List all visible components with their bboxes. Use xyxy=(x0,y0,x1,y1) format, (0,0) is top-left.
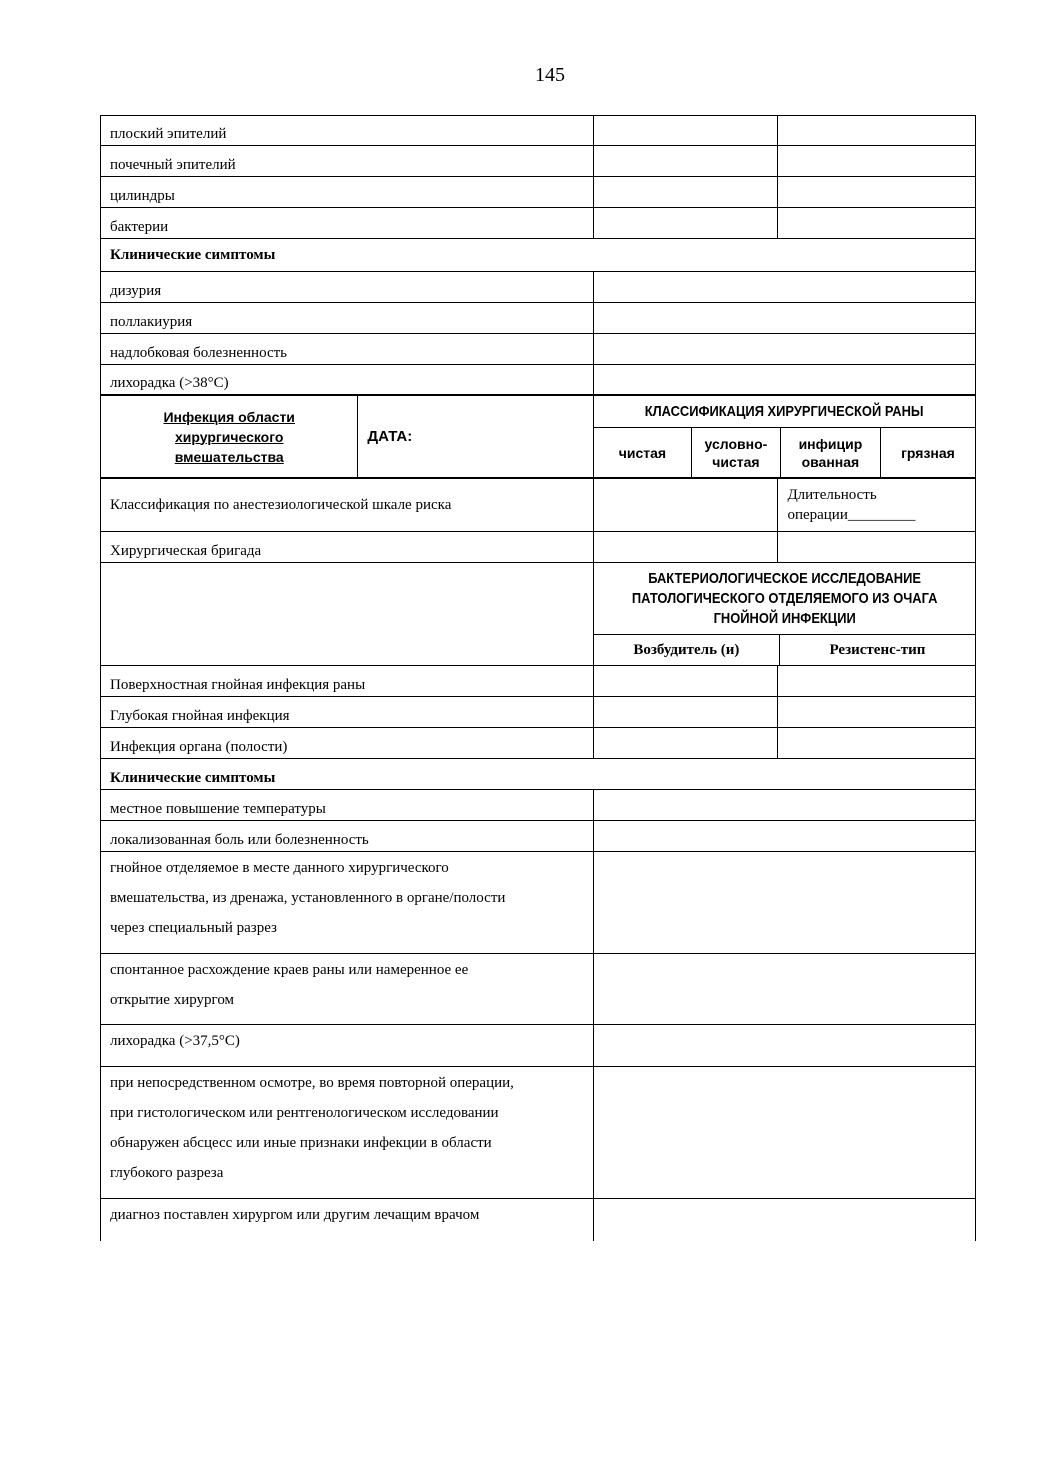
value-cell[interactable] xyxy=(777,666,975,696)
table-row xyxy=(100,821,976,852)
section-header: Клинические симптомы xyxy=(110,247,276,263)
bacteriology-columns xyxy=(594,635,975,665)
value-cell[interactable] xyxy=(777,208,975,238)
row-label-line: глубокого разреза xyxy=(110,1165,224,1181)
value-cell[interactable] xyxy=(593,334,975,364)
wound-class-label: чистая xyxy=(712,453,760,470)
table-row xyxy=(100,303,976,334)
value-cell[interactable] xyxy=(593,852,975,953)
row-label: местное повышение температуры xyxy=(110,801,326,817)
duration-cell[interactable] xyxy=(777,479,975,531)
surveillance-form xyxy=(100,115,976,1241)
wound-class-row xyxy=(594,428,975,477)
table-row xyxy=(100,1025,976,1067)
value-cell[interactable] xyxy=(593,272,975,302)
row-label: надлобковая болезненность xyxy=(110,345,288,361)
date-label: ДАТА: xyxy=(357,396,592,477)
ssi-title-line: хирургического xyxy=(174,428,284,445)
table-row xyxy=(100,334,976,365)
value-cell[interactable] xyxy=(593,821,975,851)
row-label: Инфекция органа (полости) xyxy=(110,739,288,755)
row-label: цилиндры xyxy=(110,188,175,204)
row-label-line: вмешательства, из дренажа, установленного в органе/полости xyxy=(110,890,506,906)
value-cell[interactable] xyxy=(777,532,975,562)
value-cell[interactable] xyxy=(593,697,778,727)
row-label-line: обнаружен абсцесс или иные признаки инфекции в области xyxy=(110,1135,492,1151)
value-cell[interactable] xyxy=(777,177,975,207)
wound-class-label: условно- xyxy=(704,435,768,452)
value-cell[interactable] xyxy=(593,728,778,758)
value-cell[interactable] xyxy=(593,208,778,238)
row-label-line: при непосредственном осмотре, во время повторной операции, xyxy=(110,1075,514,1091)
row-label-line: открытие хирургом xyxy=(110,992,235,1008)
row-label: почечный эпителий xyxy=(110,157,236,173)
row-label: Поверхностная гнойная инфекция раны xyxy=(110,677,366,693)
row-label: лихорадка (>38°C) xyxy=(110,375,229,391)
table-row xyxy=(100,697,976,728)
row-label-line: через специальный разрез xyxy=(110,920,277,936)
table-row xyxy=(100,790,976,821)
row-label xyxy=(101,852,593,953)
ssi-title-line: Инфекция области xyxy=(163,408,295,425)
value-cell[interactable] xyxy=(777,697,975,727)
row-label: поллакиурия xyxy=(110,314,193,330)
row-label: бактерии xyxy=(110,219,169,235)
wound-classification xyxy=(593,396,975,477)
row-label-line: спонтанное расхождение краев раны или намеренное ее xyxy=(110,962,469,978)
value-cell[interactable] xyxy=(593,1199,975,1241)
duration-label: Длительность xyxy=(787,487,877,503)
table-row xyxy=(100,532,976,563)
row-label: плоский эпителий xyxy=(110,126,227,142)
row-label-line: гнойное отделяемое в месте данного хирургического xyxy=(110,860,449,876)
row-label-line: при гистологическом или рентгенологическом исследовании xyxy=(110,1105,499,1121)
row-label: Классификация по анестезиологической шкале риска xyxy=(110,497,452,513)
table-row xyxy=(100,177,976,208)
wound-class-clean[interactable] xyxy=(594,428,691,477)
table-row xyxy=(100,852,976,954)
bacteriology-title xyxy=(594,563,975,635)
row-label: диагноз поставлен хирургом или другим лечащим врачом xyxy=(110,1207,480,1223)
table-row xyxy=(100,479,976,532)
row-label: Хирургическая бригада xyxy=(110,543,262,559)
bacteriology-title-line: ГНОЙНОЙ ИНФЕКЦИИ xyxy=(713,609,856,627)
duration-field: операции_________ xyxy=(787,507,916,523)
table-row xyxy=(100,666,976,697)
table-row xyxy=(100,728,976,759)
bacteriology-title-line: ПАТОЛОГИЧЕСКОГО ОТДЕЛЯЕМОГО ИЗ ОЧАГА xyxy=(631,589,938,607)
wound-class-label: грязная xyxy=(901,444,955,461)
wound-classification-title xyxy=(594,396,975,428)
value-cell[interactable] xyxy=(593,666,778,696)
wound-class-contaminated[interactable] xyxy=(780,428,880,477)
value-cell[interactable] xyxy=(593,532,778,562)
section-header: Клинические симптомы xyxy=(110,770,276,786)
wound-class-dirty[interactable] xyxy=(880,428,975,477)
row-label: локализованная боль или болезненность xyxy=(110,832,369,848)
blank-cell xyxy=(101,563,593,665)
bacteriology-block xyxy=(593,563,975,665)
resistance-column-header: Резистенс-тип xyxy=(779,635,975,665)
value-cell[interactable] xyxy=(777,146,975,176)
table-row xyxy=(100,146,976,177)
value-cell[interactable] xyxy=(593,177,778,207)
pathogen-column-header: Возбудитель (и) xyxy=(633,642,740,658)
ssi-title xyxy=(101,396,357,477)
table-row xyxy=(100,1199,976,1241)
section-header-row xyxy=(100,239,976,272)
row-label xyxy=(101,954,593,1024)
value-cell[interactable] xyxy=(593,479,778,531)
table-row xyxy=(100,115,976,146)
wound-class-clean-contaminated[interactable] xyxy=(691,428,780,477)
value-cell[interactable] xyxy=(777,728,975,758)
value-cell[interactable] xyxy=(593,303,975,333)
row-label: дизурия xyxy=(110,283,162,299)
table-row xyxy=(100,272,976,303)
wound-class-label: ованная xyxy=(801,453,860,470)
ssi-title-line: вмешательства xyxy=(174,448,284,465)
value-cell[interactable] xyxy=(593,146,778,176)
value-cell[interactable] xyxy=(593,790,975,820)
value-cell[interactable] xyxy=(593,954,975,1024)
wound-classification-title-text: КЛАССИФИКАЦИЯ ХИРУРГИЧЕСКОЙ РАНЫ xyxy=(645,402,924,420)
table-row xyxy=(100,208,976,239)
value-cell[interactable] xyxy=(593,1067,975,1198)
wound-class-label: инфицир xyxy=(798,435,863,452)
value-cell[interactable] xyxy=(593,1025,975,1066)
table-row xyxy=(100,1067,976,1199)
section-header-row xyxy=(100,759,976,790)
value-cell[interactable] xyxy=(593,365,975,394)
row-label xyxy=(101,1067,593,1198)
table-row xyxy=(100,365,976,396)
ssi-header-row xyxy=(100,396,976,479)
bacteriology-title-line: БАКТЕРИОЛОГИЧЕСКОЕ ИССЛЕДОВАНИЕ xyxy=(648,569,921,587)
row-label: Глубокая гнойная инфекция xyxy=(110,708,290,724)
value-cell[interactable] xyxy=(777,116,975,145)
table-row xyxy=(100,954,976,1025)
page-number: 145 xyxy=(535,64,565,86)
row-label: лихорадка (>37,5°C) xyxy=(110,1033,240,1049)
bacteriology-header-row xyxy=(100,563,976,666)
value-cell[interactable] xyxy=(593,116,778,145)
wound-class-label: чистая xyxy=(618,444,667,461)
